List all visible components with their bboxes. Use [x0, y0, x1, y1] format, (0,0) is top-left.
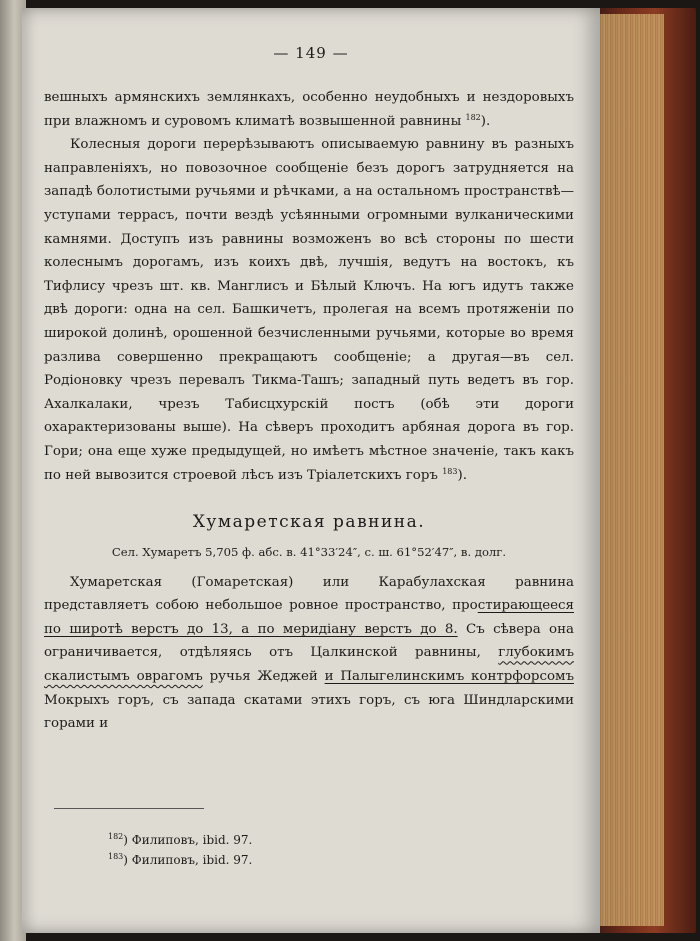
footnote-num: 182: [108, 832, 124, 841]
footnote-182: [108, 830, 252, 850]
book-page: [22, 8, 600, 933]
paragraph-3: [44, 571, 574, 736]
section-heading: Хумаретская равнина.: [192, 512, 426, 533]
paragraph-3-text-a: Хумаретская (Гомаретская) или Карабулахская равнина представляетъ собою небольшое ровное пространство, про: [44, 574, 574, 614]
paragraph-1-end: ).: [480, 113, 491, 129]
footnote-ref-182[interactable]: 182: [465, 112, 481, 122]
paragraph-2: [44, 133, 574, 487]
paragraph-1-text: вешныхъ армянскихъ землянкахъ, особенно неудобныхъ и нездоровыхъ при влажномъ и суровомъ климатѣ возвышенной равнины: [44, 90, 574, 129]
page-number: — 149 —: [273, 44, 349, 62]
paragraph-2-text: Колесныя дороги перерѣзываютъ описываемую равнину въ разныхъ направленіяхъ, но повозочное сообщеніе безъ дорогъ затрудняется на западѣ болотистыми ручьями и рѣчками, а на остальномъ пространствѣ—уступами террасъ, почти вездѣ усѣянными огромными вулканическими камнями. Доступъ изъ равнины возможенъ во всѣ стороны по шести колеснымъ дорогамъ, изъ коихъ двѣ, лучшія, ведутъ на востокъ, къ Тифлису чрезъ шт. кв. Манглисъ и Бѣлый Ключъ. На югъ идутъ также двѣ дороги: одна на сел. Башкичетъ, пролегая на всемъ протяженіи по широкой долинѣ, орошенной безчисленными ручьями, которые во время разлива совершенно прекращаютъ сообщеніе; а другая—въ сел. Родіоновку чрезъ перевалъ Тикма-Ташъ; западный путь ведетъ въ гор. Ахалкалаки, чрезъ Табисцхурскій постъ (обѣ эти дороги охарактеризованы выше). На сѣверъ проходитъ арбяная дорога въ гор. Гори; она еще хуже предыдущей, но имѣетъ мѣстное значеніе, такъ какъ по ней вывозится строевой лѣсъ изъ Тріалетскихъ горъ: [44, 137, 574, 483]
footnote-text: ) Филиповъ, ibid. 97.: [123, 853, 253, 867]
footnote-divider: [54, 808, 204, 809]
paragraph-2-end: ).: [457, 467, 467, 483]
paragraph-1: [44, 86, 574, 133]
wavy-underlined-ravine: глубокимъ скалистымъ оврагомъ: [44, 645, 574, 685]
underlined-buttress: и Палыгелинскимъ контрфорсомъ: [324, 669, 574, 685]
footnote-text: ) Филиповъ, ibid. 97.: [123, 833, 253, 847]
footnotes: [108, 830, 252, 870]
paragraph-3-text-b: Съ сѣвера она ограничивается, отдѣляясь отъ Цалкинской равнины,: [44, 621, 574, 661]
paragraph-3-text-c: ручья Жеджей: [202, 669, 325, 685]
footnote-183: [108, 850, 252, 870]
underlined-extent: стирающееся по широтѣ верстъ до 13, а по меридіану верстъ до 8.: [44, 598, 574, 637]
footnote-ref-183[interactable]: 183: [442, 466, 458, 476]
coordinates-line: Сел. Хумаретъ 5,705 ф. абс. в. 41°33′24″, с. ш. 61°52′47″, в. долг.: [111, 544, 507, 559]
footnote-num: 183: [108, 852, 124, 861]
paragraph-3-text-d: Мокрыхъ горъ, съ запада скатами этихъ горъ, съ юга Шиндларскими горами и: [44, 692, 574, 732]
body-text: [44, 86, 574, 736]
page-block-edges: [596, 14, 664, 926]
